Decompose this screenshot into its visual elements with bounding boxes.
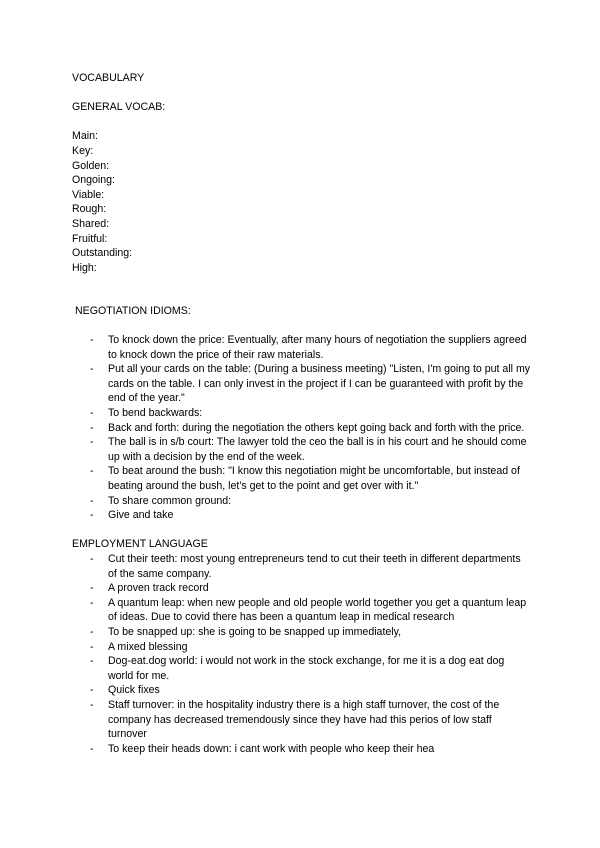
dash-bullet: - — [90, 509, 94, 522]
dash-bullet: - — [90, 407, 94, 420]
list-item — [72, 508, 532, 523]
vocab-item: Key: — [72, 144, 94, 157]
list-item — [72, 640, 532, 655]
negotiation-idioms-heading: NEGOTIATION IDIOMS: — [75, 305, 191, 318]
list-item — [72, 421, 532, 436]
list-item-text: To keep their heads down: i cant work with people who keep their hea — [108, 742, 435, 755]
dash-bullet: - — [90, 363, 94, 376]
dash-bullet: - — [90, 698, 94, 711]
dash-bullet: - — [90, 465, 94, 478]
list-item — [72, 435, 532, 464]
list-item — [72, 742, 532, 757]
list-item — [72, 464, 532, 493]
list-item — [72, 552, 532, 581]
list-item-text: Quick fixes — [108, 684, 160, 697]
dash-bullet: - — [90, 640, 94, 653]
list-item-text: The ball is in s/b court: The lawyer told the ceo the ball is in his court and he should come up with a decision by the end of the week. — [108, 436, 527, 463]
list-item-text: To beat around the bush: "I know this negotiation might be uncomfortable, but instead of beating around the bush, let's get to the point and get over with it." — [108, 465, 520, 493]
dash-bullet: - — [90, 742, 94, 755]
vocab-item: Viable: — [72, 188, 105, 201]
list-item-text: Put all your cards on the table: (During a business meeting) "Listen, I'm going to put all my cards on the table. I can only invest in the project if I can be guaranteed with profit by the end of the year." — [108, 363, 531, 405]
list-item-text: Cut their teeth: most young entrepreneurs tend to cut their teeth in different departments of the same company. — [108, 553, 521, 580]
vocab-item: Outstanding: — [72, 247, 133, 260]
document-page — [72, 71, 532, 756]
list-item — [72, 625, 532, 640]
list-item-text: Back and forth: during the negotiation the others kept going back and forth with the price. — [108, 421, 525, 434]
dash-bullet: - — [90, 334, 94, 347]
general-vocab-list — [72, 129, 532, 275]
dash-bullet: - — [90, 494, 94, 507]
vocab-item: High: — [72, 261, 97, 274]
list-item-text: Dog-eat.dog world: i would not work in the stock exchange, for me it is a dog eat dog world for me. — [108, 655, 505, 682]
list-item-text: To be snapped up: she is going to be snapped up immediately, — [108, 625, 402, 638]
list-item-text: To share common ground: — [108, 494, 232, 507]
dash-bullet: - — [90, 553, 94, 565]
dash-bullet: - — [90, 625, 94, 638]
list-item — [72, 406, 532, 421]
vocab-item: Rough: — [72, 203, 107, 216]
list-item — [72, 333, 532, 362]
list-item-text: Staff turnover: in the hospitality industry there is a high staff turnover, the cost of the company has decreased tremendously since they have had this perios of low staff turnover — [108, 698, 500, 741]
document-title: VOCABULARY — [72, 72, 145, 84]
vocab-item: Ongoing: — [72, 174, 115, 187]
list-item — [72, 494, 532, 509]
list-item-text: A mixed blessing — [108, 640, 188, 653]
vocab-item: Main: — [72, 130, 98, 143]
list-item-text: To knock down the price: Eventually, after many hours of negotiation the suppliers agreed to knock down the price of their raw materials. — [108, 334, 527, 361]
vocab-item: Shared: — [72, 217, 110, 230]
employment-language-heading: EMPLOYMENT LANGUAGE — [72, 538, 208, 551]
dash-bullet: - — [90, 596, 94, 609]
vocab-item: Fruitful: — [72, 232, 108, 245]
dash-bullet: - — [90, 421, 94, 434]
list-item-text: A quantum leap: when new people and old people world together you get a quantum leap of ideas. Due to covid there has been a quantum leap in medical research — [108, 596, 527, 624]
list-item-text: A proven track record — [108, 582, 209, 595]
list-item — [72, 362, 532, 406]
negotiation-idioms-list — [72, 333, 532, 523]
general-vocab-heading: GENERAL VOCAB: — [72, 101, 166, 114]
vocab-item: Golden: — [72, 159, 110, 172]
list-item — [72, 581, 532, 596]
list-item — [72, 683, 532, 698]
dash-bullet: - — [90, 436, 94, 449]
dash-bullet: - — [90, 582, 94, 595]
list-item — [72, 654, 532, 683]
dash-bullet: - — [90, 684, 94, 697]
list-item — [72, 596, 532, 625]
list-item-text: To bend backwards: — [108, 407, 203, 420]
dash-bullet: - — [90, 655, 94, 668]
list-item — [72, 698, 532, 742]
employment-language-list — [72, 552, 532, 756]
list-item-text: Give and take — [108, 509, 174, 522]
